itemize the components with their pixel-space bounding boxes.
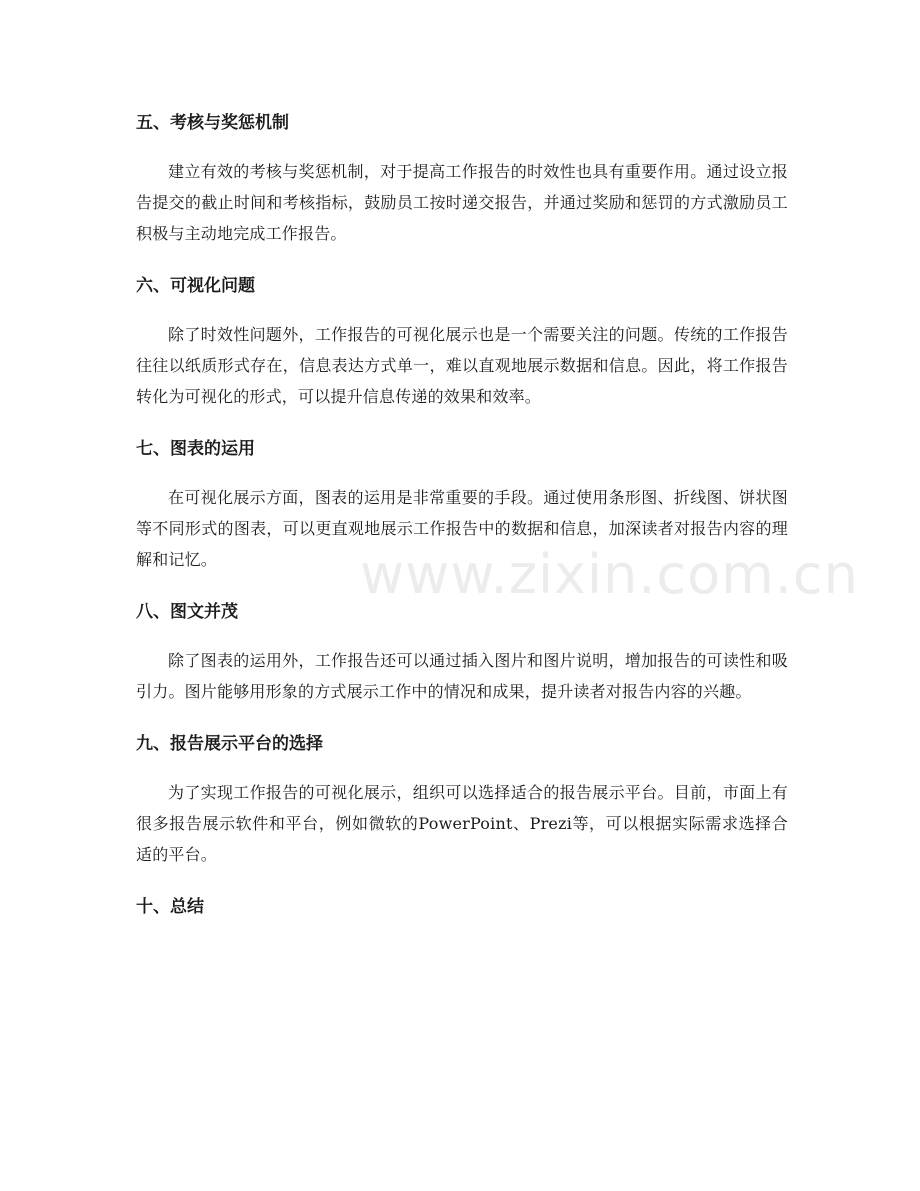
- section-10: [136, 890, 788, 924]
- section-paragraph: 除了时效性问题外，工作报告的可视化展示也是一个需要关注的问题。传统的工作报告往往以纸质形式存在，信息表达方式单一，难以直观地展示数据和信息。因此，将工作报告转化为可视化的形式，可以提升信息传递的效果和效率。: [136, 325, 788, 406]
- section-9: [136, 727, 788, 870]
- section-6: [136, 269, 788, 412]
- section-paragraph: 除了图表的运用外，工作报告还可以通过插入图片和图片说明，增加报告的可读性和吸引力。图片能够用形象的方式展示工作中的情况和成果，提升读者对报告内容的兴趣。: [136, 651, 788, 701]
- section-heading: 十、总结: [136, 897, 204, 917]
- watermark: www.zixin.com.cn: [360, 543, 859, 606]
- section-heading: 九、报告展示平台的选择: [136, 734, 323, 754]
- section-8: [136, 595, 788, 707]
- section-paragraph: 为了实现工作报告的可视化展示，组织可以选择适合的报告展示平台。目前，市面上有很多报告展示软件和平台，例如微软的PowerPoint、Prezi等，可以根据实际需求选择合适的平台。: [136, 783, 788, 864]
- section-heading: 七、图表的运用: [136, 439, 255, 459]
- section-heading: 五、考核与奖惩机制: [136, 113, 289, 133]
- section-paragraph: 建立有效的考核与奖惩机制，对于提高工作报告的时效性也具有重要作用。通过设立报告提交的截止时间和考核指标，鼓励员工按时递交报告，并通过奖励和惩罚的方式激励员工积极与主动地完成工作报告。: [136, 162, 788, 243]
- section-heading: 八、图文并茂: [136, 602, 238, 622]
- section-heading: 六、可视化问题: [136, 276, 255, 296]
- section-5: [136, 106, 788, 249]
- document-content: [136, 106, 788, 940]
- section-paragraph: 在可视化展示方面，图表的运用是非常重要的手段。通过使用条形图、折线图、饼状图等不同形式的图表，可以更直观地展示工作报告中的数据和信息，加深读者对报告内容的理解和记忆。: [136, 488, 788, 569]
- section-7: [136, 432, 788, 575]
